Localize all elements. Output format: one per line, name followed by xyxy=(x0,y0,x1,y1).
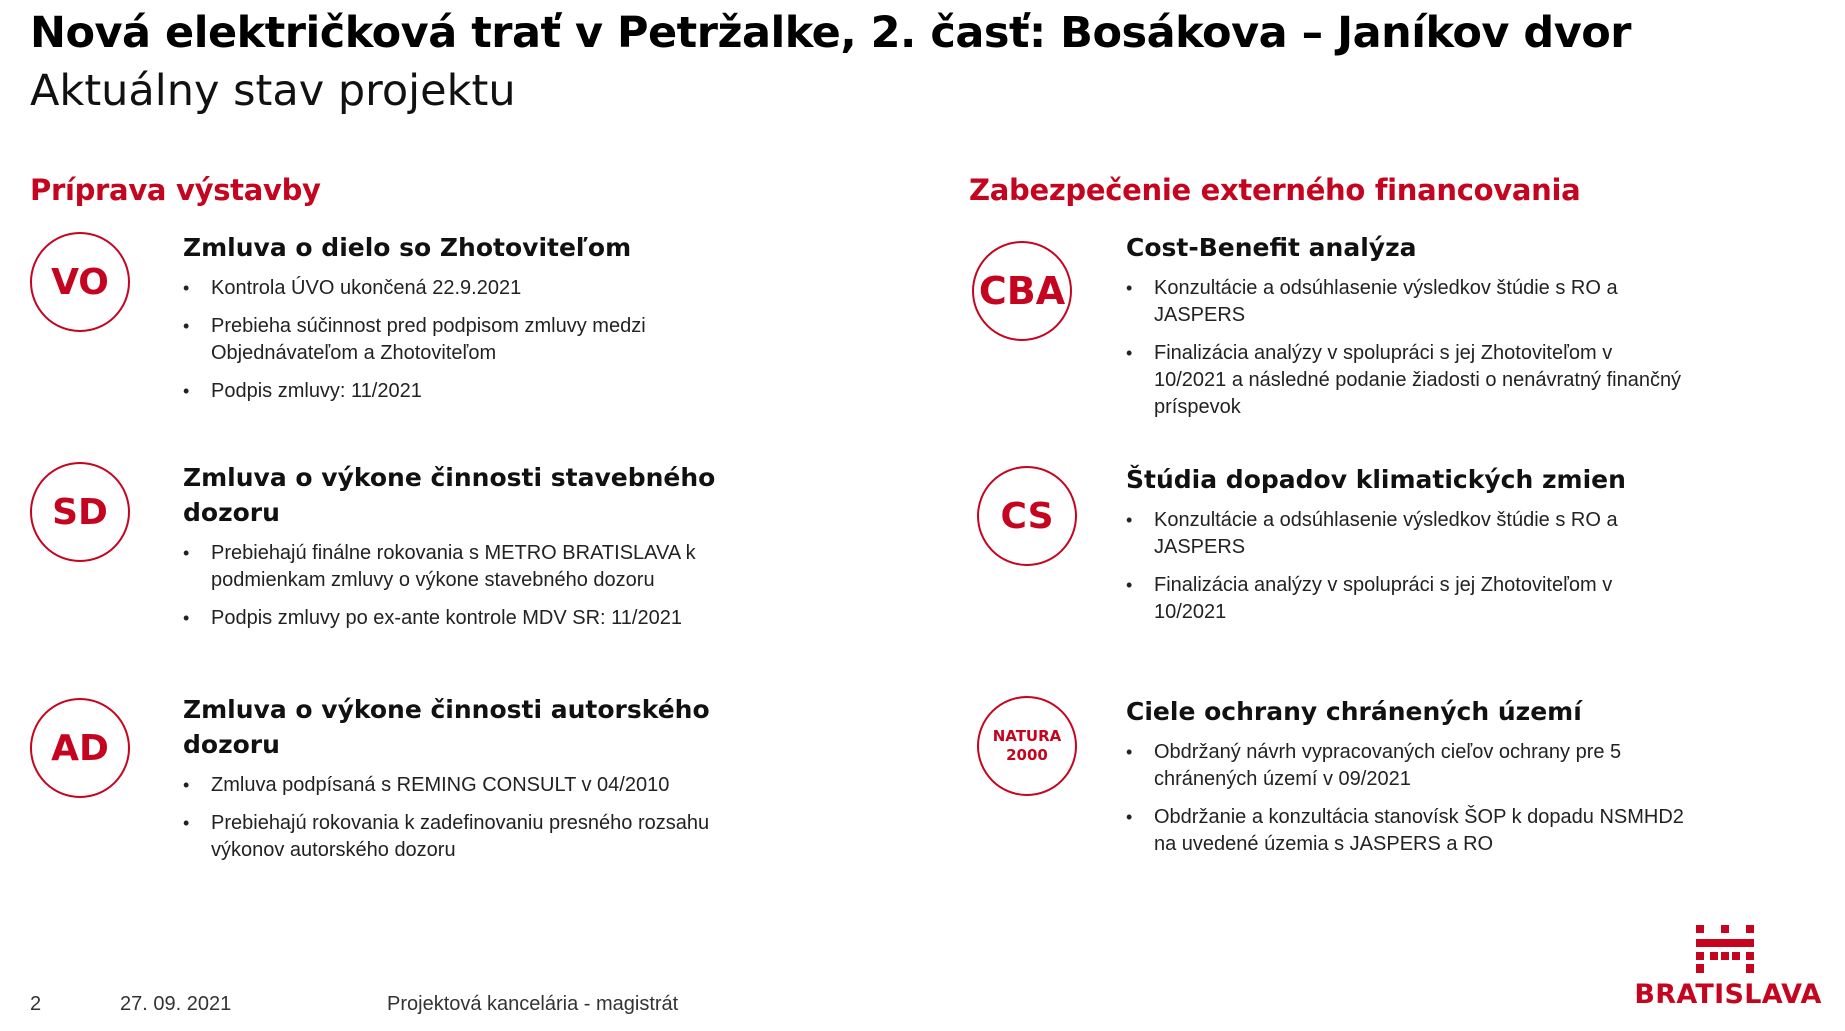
item-title: Zmluva o výkone činnosti autorského dozoru xyxy=(183,695,710,759)
item-cost-benefit-analysis xyxy=(1126,230,1686,432)
bullet-item: • Obdržaný návrh vypracovaných cieľov ochrany pre 5 chránených území v 09/2021 xyxy=(1126,739,1686,793)
badge-ad: AD xyxy=(30,698,130,798)
badge-cs: CS xyxy=(977,466,1077,566)
bullet-list xyxy=(183,772,743,864)
footer-department: Projektová kancelária - magistrát xyxy=(387,993,679,1015)
bullet-item: • Finalizácia analýzy v spolupráci s jej Zhotoviteľom v 10/2021 xyxy=(1126,572,1686,626)
section-heading-construction-prep: Príprava výstavby xyxy=(30,173,321,207)
item-title: Ciele ochrany chránených území xyxy=(1126,697,1582,726)
section-heading-external-financing: Zabezpečenie externého financovania xyxy=(969,173,1581,207)
bullet-item: • Obdržanie a konzultácia stanovísk ŠOP k dopadu NSMHD2 na uvedené územia s JASPERS a RO xyxy=(1126,804,1686,858)
item-title: Cost-Benefit analýza xyxy=(1126,233,1417,262)
item-contract-work xyxy=(183,230,743,416)
item-author-supervision xyxy=(183,692,743,875)
item-protected-areas-goals xyxy=(1126,694,1686,869)
bullet-item: • Konzultácie a odsúhlasenie výsledkov štúdie s RO a JASPERS xyxy=(1126,275,1686,329)
bullet-item: • Kontrola ÚVO ukončená 22.9.2021 xyxy=(183,275,743,302)
page-subtitle: Aktuálny stav projektu xyxy=(30,66,516,116)
item-title: Štúdia dopadov klimatických zmien xyxy=(1126,465,1626,494)
bullet-item: • Zmluva podpísaná s REMING CONSULT v 04/2010 xyxy=(183,772,743,799)
badge-sd: SD xyxy=(30,462,130,562)
bullet-item: • Konzultácie a odsúhlasenie výsledkov štúdie s RO a JASPERS xyxy=(1126,507,1686,561)
item-construction-supervision xyxy=(183,460,743,643)
bullet-list xyxy=(1126,275,1686,421)
bullet-item: • Finalizácia analýzy v spolupráci s jej Zhotoviteľom v 10/2021 a následné podanie žiadosti o nenávratný finančný príspevok xyxy=(1126,340,1686,421)
bullet-item: • Prebiehajú rokovania k zadefinovaniu presného rozsahu výkonov autorského dozoru xyxy=(183,810,743,864)
bullet-item: • Podpis zmluvy: 11/2021 xyxy=(183,378,743,405)
page-title: Nová električková trať v Petržalke, 2. časť: Bosákova – Janíkov dvor xyxy=(30,8,1631,58)
page-number: 2 xyxy=(30,993,42,1015)
bullet-list xyxy=(183,275,743,405)
badge-cba: CBA xyxy=(972,241,1072,341)
bullet-item: • Prebiehajú finálne rokovania s METRO BRATISLAVA k podmienkam zmluvy o výkone stavebného dozoru xyxy=(183,540,743,594)
item-title: Zmluva o dielo so Zhotoviteľom xyxy=(183,233,632,262)
badge-vo: VO xyxy=(30,232,130,332)
badge-natura-line1: NATURA xyxy=(992,727,1062,745)
logo-text: BRATISLAVA xyxy=(1634,979,1822,1010)
bullet-list xyxy=(1126,507,1686,626)
item-title: Zmluva o výkone činnosti stavebného dozoru xyxy=(183,463,716,527)
bullet-item: • Podpis zmluvy po ex-ante kontrole MDV SR: 11/2021 xyxy=(183,605,743,632)
bratislava-logo xyxy=(1628,925,1828,1015)
footer-date: 27. 09. 2021 xyxy=(120,993,232,1015)
bullet-list xyxy=(1126,739,1686,858)
badge-natura-2000 xyxy=(977,696,1077,796)
item-climate-impact-study xyxy=(1126,462,1686,637)
bratislava-gate-icon xyxy=(1696,925,1754,973)
bullet-list xyxy=(183,540,743,632)
bullet-item: • Prebieha súčinnost pred podpisom zmluvy medzi Objednávateľom a Zhotoviteľom xyxy=(183,313,743,367)
badge-natura-line2: 2000 xyxy=(1006,746,1048,764)
